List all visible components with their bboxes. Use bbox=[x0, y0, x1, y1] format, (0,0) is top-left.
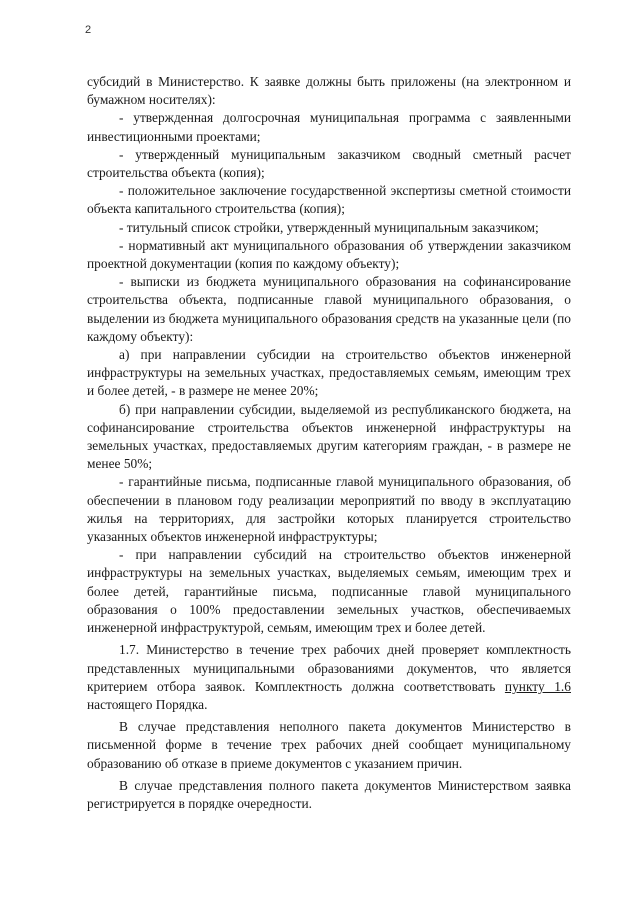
list-item-large-families: - при направлении субсидий на строительство объектов инженерной инфраструктуры на земельных участках, выделяемых семьям, имеющим трех и более детей, гарантийные письма, подписанные главой муниципального образования о 100% предоставлении земельных участков, обеспечиваемых инженерной инфраструктурой, семьям, имеющим трех и более детей. bbox=[87, 547, 571, 636]
paragraph-incomplete-package: В случае представления неполного пакета документов Министерство в письменной форме в течение трех рабочих дней сообщает муниципальному образованию об отказе в приеме документов с указанием причин. bbox=[87, 719, 571, 771]
list-item-title-list: - титульный список стройки, утвержденный муниципальным заказчиком; bbox=[119, 219, 539, 235]
page-number: 2 bbox=[85, 24, 92, 36]
list-item-program: - утвержденная долгосрочная муниципальная программа с заявленными инвестиционными проектами; bbox=[87, 110, 571, 144]
list-item-normative-act: - нормативный акт муниципального образования об утверждении заказчиком проектной документации (копия по каждому объекту); bbox=[87, 237, 571, 272]
paragraph-complete-package: В случае представления полного пакета документов Министерством заявка регистрируется в порядке очередности. bbox=[87, 777, 571, 811]
list-item-estimate: - утвержденный муниципальным заказчиком сводный сметный расчет строительства объекта (копия); bbox=[87, 146, 571, 181]
document-body bbox=[87, 73, 571, 813]
paragraph-intro: субсидий в Министерство. К заявке должны быть приложены (на электронном и бумажном носителях): bbox=[87, 74, 571, 108]
list-item-expertise: - положительное заключение государственной экспертизы сметной стоимости объекта капитального строительства (копия); bbox=[87, 183, 571, 217]
list-item-budget-extracts: - выписки из бюджета муниципального образования на софинансирование строительства объекта, подписанные главой муниципального образования, о выделении из бюджета муниципального образования средств на указанные цели (по каждому объекту): bbox=[87, 274, 571, 344]
paragraph-1-7 bbox=[87, 641, 571, 714]
reference-link-1-6[interactable]: пункту 1.6 bbox=[504, 678, 571, 694]
list-item-guarantee-letters: - гарантийные письма, подписанные главой муниципального образования, об обеспечении в плановом году реализации мероприятий по вводу в эксплуатацию жилья на территориях, для застройки которых планируется строительство указанных объектов инженерной инфраструктуры; bbox=[87, 474, 571, 545]
sub-item-b: б) при направлении субсидии, выделяемой из республиканского бюджета, на софинансирование строительства объектов инженерной инфраструктуры на земельных участках, предоставляемых другим категориям граждан, - в размере не менее 50%; bbox=[87, 401, 571, 472]
paragraph-1-7-tail: настоящего Порядка. bbox=[87, 696, 208, 712]
sub-item-a: а) при направлении субсидии на строительство объектов инженерной инфраструктуры на земельных участках, предоставляемых семьям, имеющим трех и более детей, - в размере не менее 20%; bbox=[87, 347, 571, 399]
paragraph-1-7-text: 1.7. Министерство в течение трех рабочих дней проверяет комплектность представленных муниципальными образованиями документов, что является критерием отбора заявок. Комплектность должна соответствовать bbox=[87, 642, 571, 694]
